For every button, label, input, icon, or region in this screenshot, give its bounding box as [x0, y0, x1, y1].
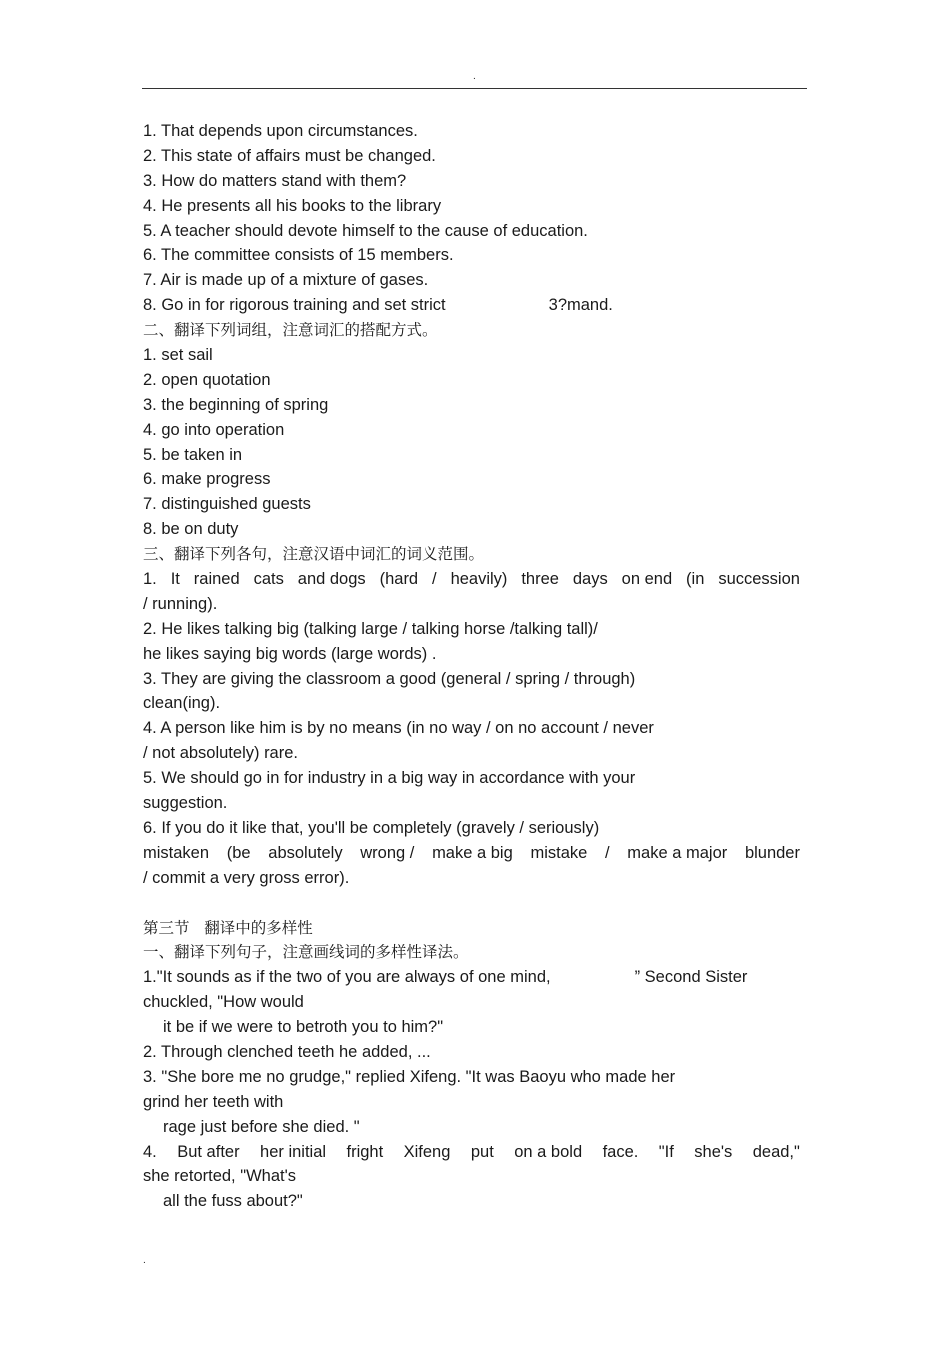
justified-line	[143, 841, 800, 866]
word: fright	[346, 1142, 384, 1161]
word: and dogs	[297, 570, 366, 589]
list-item: 2. open quotation	[143, 370, 271, 389]
word: succession	[718, 570, 800, 589]
text-line: rage just before she died. "	[163, 1117, 360, 1136]
section-heading: 二、翻译下列词组，注意词汇的搭配方式。	[143, 321, 438, 340]
text-line: grind her teeth with	[143, 1092, 284, 1111]
word: on end	[621, 570, 673, 589]
word: /	[432, 570, 437, 589]
list-item: 6. The committee consists of 15 members.	[143, 246, 454, 265]
justified-line	[143, 1140, 800, 1165]
word: cats	[253, 570, 284, 589]
text-line	[143, 965, 800, 990]
word: Xifeng	[403, 1142, 451, 1161]
text-line: / commit a very gross error).	[143, 868, 350, 887]
text-line: 2. He likes talking big (talking large / talking horse /talking tall)/	[143, 619, 598, 638]
list-item: 3. the beginning of spring	[143, 395, 329, 414]
item8-left: 8. Go in for rigorous training and set strict	[143, 296, 446, 315]
word: three	[521, 570, 559, 589]
word: (hard	[379, 570, 419, 589]
header-rule	[142, 88, 807, 89]
text-line: she retorted, "What's	[143, 1167, 296, 1186]
word: absolutely	[268, 843, 343, 862]
section-title: 第三节 翻译中的多样性	[143, 918, 313, 937]
word: mistaken	[143, 843, 210, 862]
word: she's	[694, 1142, 733, 1161]
text-line: chuckled, "How would	[143, 993, 304, 1012]
text-line: all the fuss about?"	[163, 1192, 303, 1211]
word: make a major	[627, 843, 728, 862]
justified-line	[143, 567, 800, 592]
text-line: 6. If you do it like that, you'll be completely (gravely / seriously)	[143, 818, 600, 837]
text-line: he likes saying big words (large words) .	[143, 644, 437, 663]
word: (be	[226, 843, 251, 862]
list-item: 1. set sail	[143, 346, 213, 365]
item8-right: 3?mand.	[548, 296, 613, 315]
word: 1.	[143, 570, 157, 589]
word: on a bold	[514, 1142, 583, 1161]
list-item	[143, 293, 800, 318]
section-heading: 一、翻译下列句子，注意画线词的多样性译法。	[143, 943, 469, 962]
word: "If	[658, 1142, 674, 1161]
text-line: clean(ing).	[143, 694, 221, 713]
word: /	[605, 843, 610, 862]
word: her initial	[260, 1142, 327, 1161]
text-line: 5. We should go in for industry in a big way in accordance with your	[143, 769, 636, 788]
word: dead,"	[752, 1142, 800, 1161]
section-heading: 三、翻译下列各句，注意汉语中词汇的词义范围。	[143, 545, 485, 564]
list-item: 1. That depends upon circumstances.	[143, 122, 418, 140]
p1-right: ” Second Sister	[634, 968, 748, 987]
text-line: 2. Through clenched teeth he added, ...	[143, 1042, 431, 1061]
list-item: 7. distinguished guests	[143, 495, 311, 514]
text-line: / running).	[143, 594, 218, 613]
text-line: 3. "She bore me no grudge," replied Xifeng. "It was Baoyu who made her	[143, 1067, 676, 1086]
p1-left: 1."It sounds as if the two of you are always of one mind,	[143, 968, 551, 987]
word: (in	[686, 570, 705, 589]
text-line: / not absolutely) rare.	[143, 744, 298, 763]
text-line: 3. They are giving the classroom a good (general / spring / through)	[143, 669, 636, 688]
page-content	[143, 119, 800, 1214]
word: put	[470, 1142, 494, 1161]
list-item: 2. This state of affairs must be changed.	[143, 146, 436, 165]
word: But after	[177, 1142, 240, 1161]
header-mark: .	[473, 71, 476, 82]
list-item: 8. be on duty	[143, 520, 239, 539]
text-line: 4. A person like him is by no means (in no way / on no account / never	[143, 719, 654, 738]
list-item: 7. Air is made up of a mixture of gases.	[143, 271, 429, 290]
word: rained	[193, 570, 240, 589]
text-line: it be if we were to betroth you to him?"	[163, 1018, 444, 1037]
list-item: 5. be taken in	[143, 445, 243, 464]
text-line: suggestion.	[143, 794, 228, 813]
word: wrong /	[360, 843, 415, 862]
word: heavily)	[450, 570, 508, 589]
list-item: 5. A teacher should devote himself to the cause of education.	[143, 221, 588, 240]
spacer	[143, 891, 800, 916]
word: blunder	[744, 843, 800, 862]
footer-mark: .	[143, 1255, 146, 1266]
word: days	[572, 570, 608, 589]
word: make a big	[432, 843, 513, 862]
list-item: 6. make progress	[143, 470, 271, 489]
word: 4.	[143, 1142, 157, 1161]
list-item: 4. go into operation	[143, 420, 285, 439]
word: It	[170, 570, 180, 589]
list-item: 4. He presents all his books to the library	[143, 196, 442, 215]
word: face.	[602, 1142, 639, 1161]
list-item: 3. How do matters stand with them?	[143, 171, 407, 190]
word: mistake	[530, 843, 588, 862]
